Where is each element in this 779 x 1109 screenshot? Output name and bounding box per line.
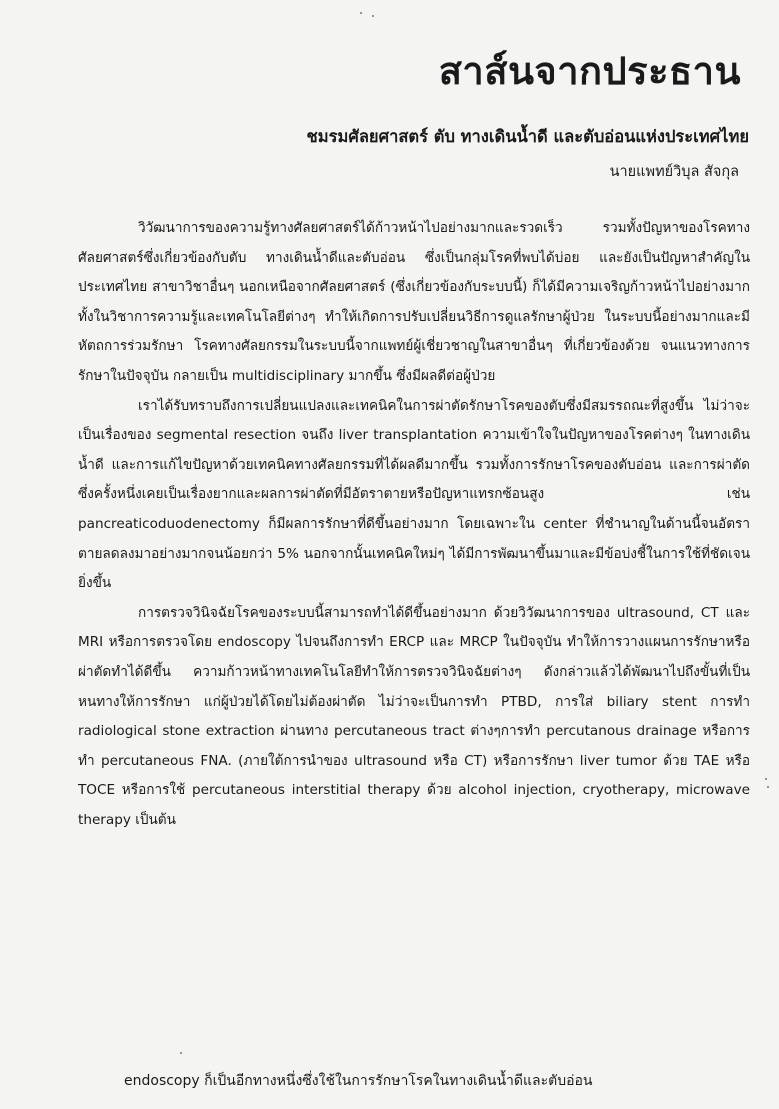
author-name: นายแพทย์วิบุล สัจกุล (609, 164, 739, 180)
paragraph-4: endoscopy ก็เป็นอีกทางหนึ่งซึ่งใช้ในการรักษาโรคในทางเดินน้ำดีและตับอ่อน (124, 1073, 593, 1089)
paragraph-2: เราได้รับทราบถึงการเปลี่ยนแปลงและเทคนิคในการผ่าตัดรักษาโรคของตับซึ่งมีสมรรถณะที่สูงขึ้น ไม่ว่าจะเป็นเรื่องของ segmental resection จนถึง liver transplantation ความเข้าใจในปัญหาของโรคต่างๆ ในทางเดินน้ำดี และการแก้ไขปัญหาด้วยเทคนิคทางศัลยกรรมที่ได้ผลดีมากขึ้น รวมทั้งการรักษาโรคของตับอ่อน และการผ่าตัด ซึ่งครั้งหนึ่งเคยเป็นเรื่องยากและผลการผ่าตัดที่มีอัตราตายหรือปัญหาแทรกซ้อนสูง เช่น pancreaticoduodenectomy ก็มีผลการรักษาที่ดีขึ้นอย่างมาก โดยเฉพาะใน center ที่ชำนาญในด้านนี้จนอัตราตายลดลงมาอย่างมากจนน้อยกว่า 5% นอกจากนั้นเทคนิคใหม่ๆ ได้มีการพัฒนาขึ้นมาและมีข้อบ่งชี้ในการใช้ที่ชัดเจนยิ่งขึ้น (78, 397, 750, 592)
scan-speck (372, 15, 374, 17)
scan-speck (765, 778, 767, 780)
scan-speck (360, 12, 362, 14)
organization-name: ชมรมศัลยศาสตร์ ตับ ทางเดินน้ำดี และตับอ่อนแห่งประเทศไทย (306, 127, 749, 146)
scan-speck (767, 786, 769, 788)
page-title: สาส์นจากประธาน (438, 49, 741, 93)
paragraph-3: การตรวจวินิจฉัยโรคของระบบนี้สามารถทำได้ดีขึ้นอย่างมาก ด้วยวิวัฒนาการของ ultrasound, CT และ MRI หรือการตรวจโดย endoscopy ไปจนถึงการทำ ERCP และ MRCP ในปัจจุบัน ทำให้การวางแผนการรักษาหรือผ่าตัดทำได้ดีขึ้น ความก้าวหน้าทางเทคโนโลยีทำให้การตรวจวินิจฉัยต่างๆ ดังกล่าวแล้วได้พัฒนาไปถึงขั้นที่เป็นหนทางให้การรักษา แก่ผู้ป่วยได้โดยไม่ต้องผ่าตัด ไม่ว่าจะเป็นการทำ PTBD, การใส่ biliary stent การทำ radiological stone extraction ผ่านทาง percutaneous tract ต่างๆการทำ percutanous drainage หรือการทำ percutaneous FNA. (ภายใต้การนำของ ultrasound หรือ CT) หรือการรักษา liver tumor ด้วย TAE หรือ TOCE หรือการใช้ percutaneous interstitial therapy ด้วย alcohol injection, cryotherapy, microwave therapy เป็นต้น (78, 604, 750, 828)
letter-body (78, 214, 750, 835)
paragraph-1: วิวัฒนาการของความรู้ทางศัลยศาสตร์ได้ก้าวหน้าไปอย่างมากและรวดเร็ว รวมทั้งปัญหาของโรคทางศัลยศาสตร์ซึ่งเกี่ยวข้องกับตับ ทางเดินน้ำดีและตับอ่อน ซึ่งเป็นกลุ่มโรคที่พบได้บ่อย และยังเป็นปัญหาสำคัญในประเทศไทย สาขาวิชาอื่นๆ นอกเหนือจากศัลยศาสตร์ (ซึ่งเกี่ยวข้องกับระบบนี้) ก็ได้มีความเจริญก้าวหน้าไปอย่างมากทั้งในวิชาการความรู้และเทคโนโลยีต่างๆ ทำให้เกิดการปรับเปลี่ยนวิธีการดูแลรักษาผู้ป่วย ในระบบนี้อย่างมากและมีหัตถการร่วมรักษา โรคทางศัลยกรรมในระบบนี้จากแพทย์ผู้เชี่ยวชาญในสาขาอื่นๆ ที่เกี่ยวข้องด้วย จนแนวทางการรักษาในปัจจุบัน กลายเป็น multidisciplinary มากขึ้น ซึ่งมีผลดีต่อผู้ป่วย (78, 220, 750, 384)
scan-speck (180, 1052, 182, 1054)
